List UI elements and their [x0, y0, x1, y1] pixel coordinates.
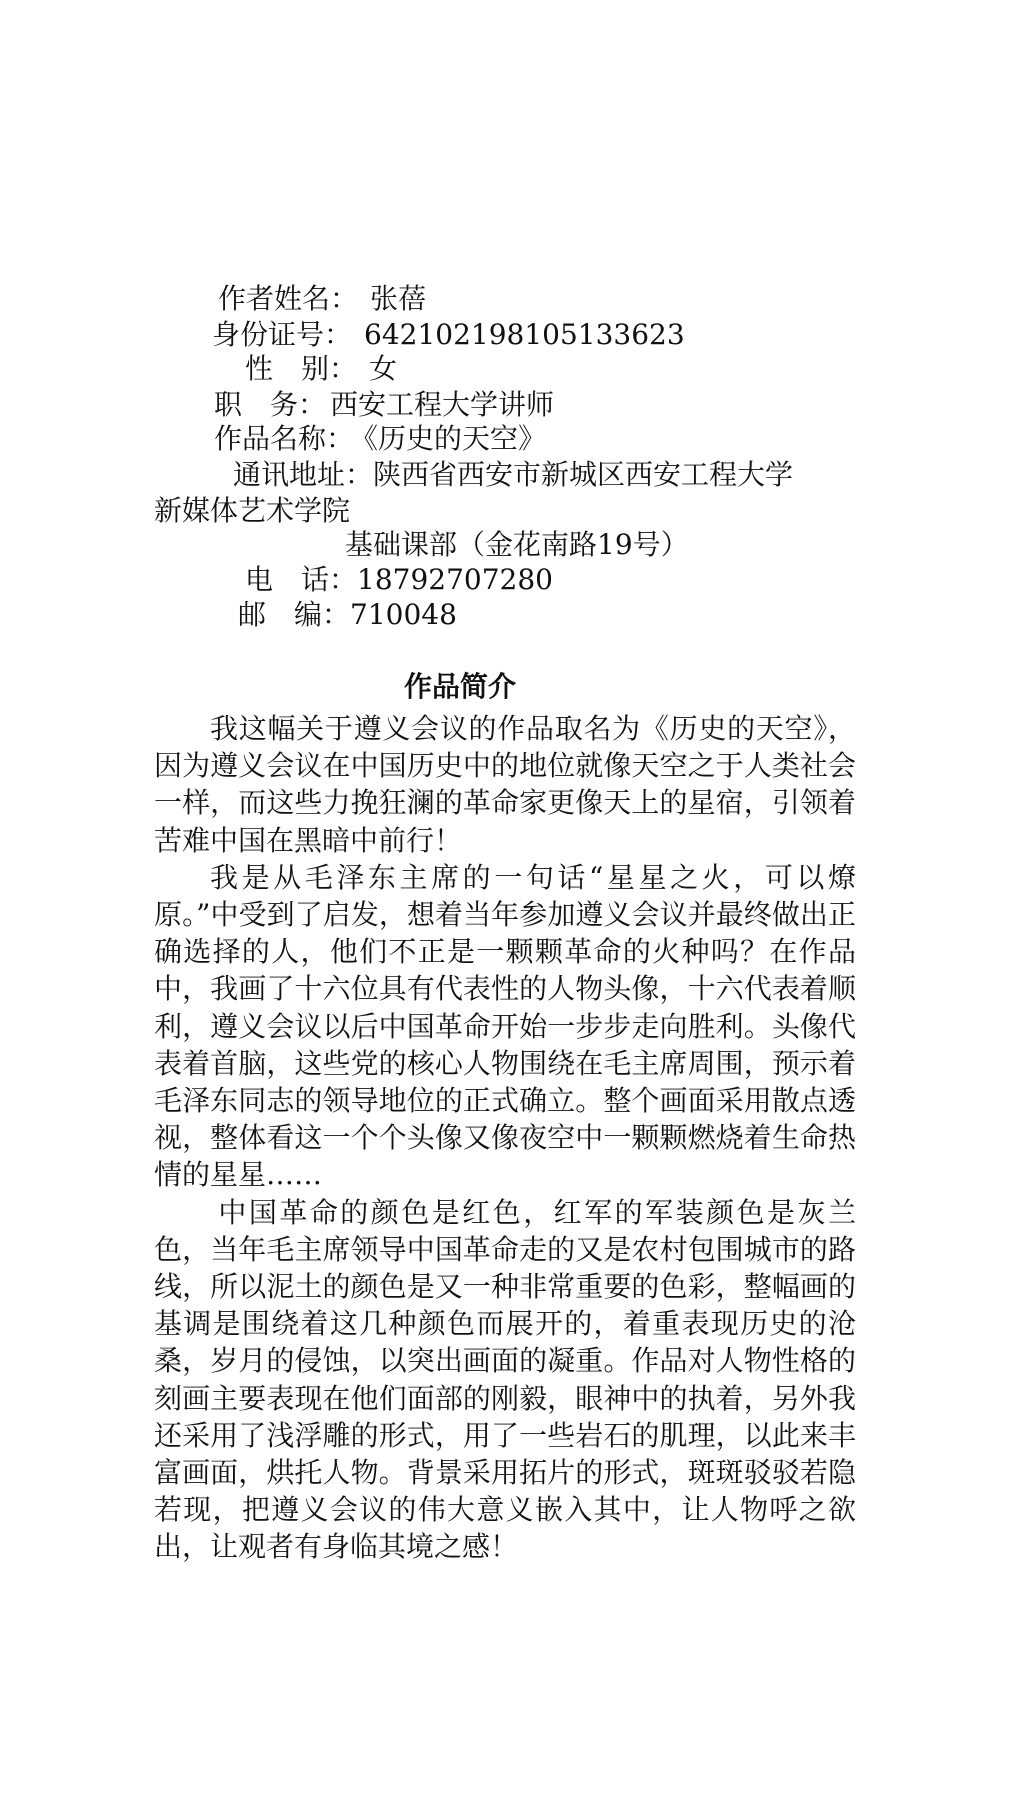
work-title-value: 《历史的天空》 [364, 422, 547, 455]
postcode-value: 710048 [350, 598, 457, 631]
intro-paragraph-1: 我这幅关于遵义会议的作品取名为《历史的天空》，因为遵义会议在中国历史中的地位就像天空之于人类社会一样，而这些力挽狂澜的革命家更像天上的星宿，引领着苦难中国在黑暗中前行！ [154, 712, 856, 857]
id-label: 身份证号： [212, 318, 353, 351]
position-value: 西安工程大学讲师 [330, 388, 555, 421]
phone-value: 18792707280 [357, 563, 553, 596]
postcode-label: 邮 编： [238, 598, 351, 631]
gender-value: 女 [369, 352, 398, 385]
postcode-line [238, 598, 457, 632]
position-label: 职 务： [214, 388, 327, 421]
author-line [218, 282, 426, 316]
address-department: 基础课部（金花南路19号） [345, 528, 689, 561]
intro-title: 作品简介 [403, 670, 516, 703]
phone-line [245, 563, 553, 597]
address-value: 陕西省西安市新城区西安工程大学 [373, 458, 794, 491]
work-title-label: 作品名称： [214, 422, 355, 455]
gender-label: 性 别： [245, 352, 358, 385]
intro-body [154, 710, 856, 1566]
intro-paragraph-3: 中国革命的颜色是红色，红军的军装颜色是灰兰色，当年毛主席领导中国革命走的又是农村包围城市的路线，所以泥土的颜色是又一种非常重要的色彩，整幅画的基调是围绕着这几种颜色而展开的，着重表现历史的沧桑，岁月的侵蚀，以突出画面的凝重。作品对人物性格的刻画主要表现在他们面部的刚毅，眼神中的执着，另外我还采用了浅浮雕的形式，用了一些岩石的肌理，以此来丰富画面，烘托人物。背景采用拓片的形式，斑斑驳驳若隐若现，把遵义会议的伟大意义嵌入其中，让人物呼之欲出，让观者有身临其境之感！ [154, 1195, 856, 1564]
position-line [214, 388, 554, 422]
author-label: 作者姓名： [218, 282, 359, 315]
id-line [212, 318, 685, 352]
author-value: 张蓓 [370, 282, 427, 315]
intro-paragraph-2: 我是从毛泽东主席的一句话“星星之火，可以燎原。”中受到了启发，想着当年参加遵义会议并最终做出正确选择的人，他们不正是一颗颗革命的火种吗？在作品中，我画了十六位具有代表性的人物头像，十六代表着顺利，遵义会议以后中国革命开始一步步走向胜利。头像代表着首脑，这些党的核心人物围绕在毛主席周围，预示着毛泽东同志的领导地位的正式确立。整个画面采用散点透视，整体看这一个个头像又像夜空中一颗颗燃烧着生命热情的星星…… [154, 860, 856, 1192]
id-value: 642102198105133623 [364, 318, 685, 351]
phone-label: 电 话： [245, 563, 358, 596]
gender-line [245, 352, 397, 386]
address-continued: 新媒体艺术学院 [154, 494, 351, 527]
address-line [233, 458, 793, 492]
address-label: 通讯地址： [233, 458, 374, 491]
work-title-line [214, 422, 546, 456]
